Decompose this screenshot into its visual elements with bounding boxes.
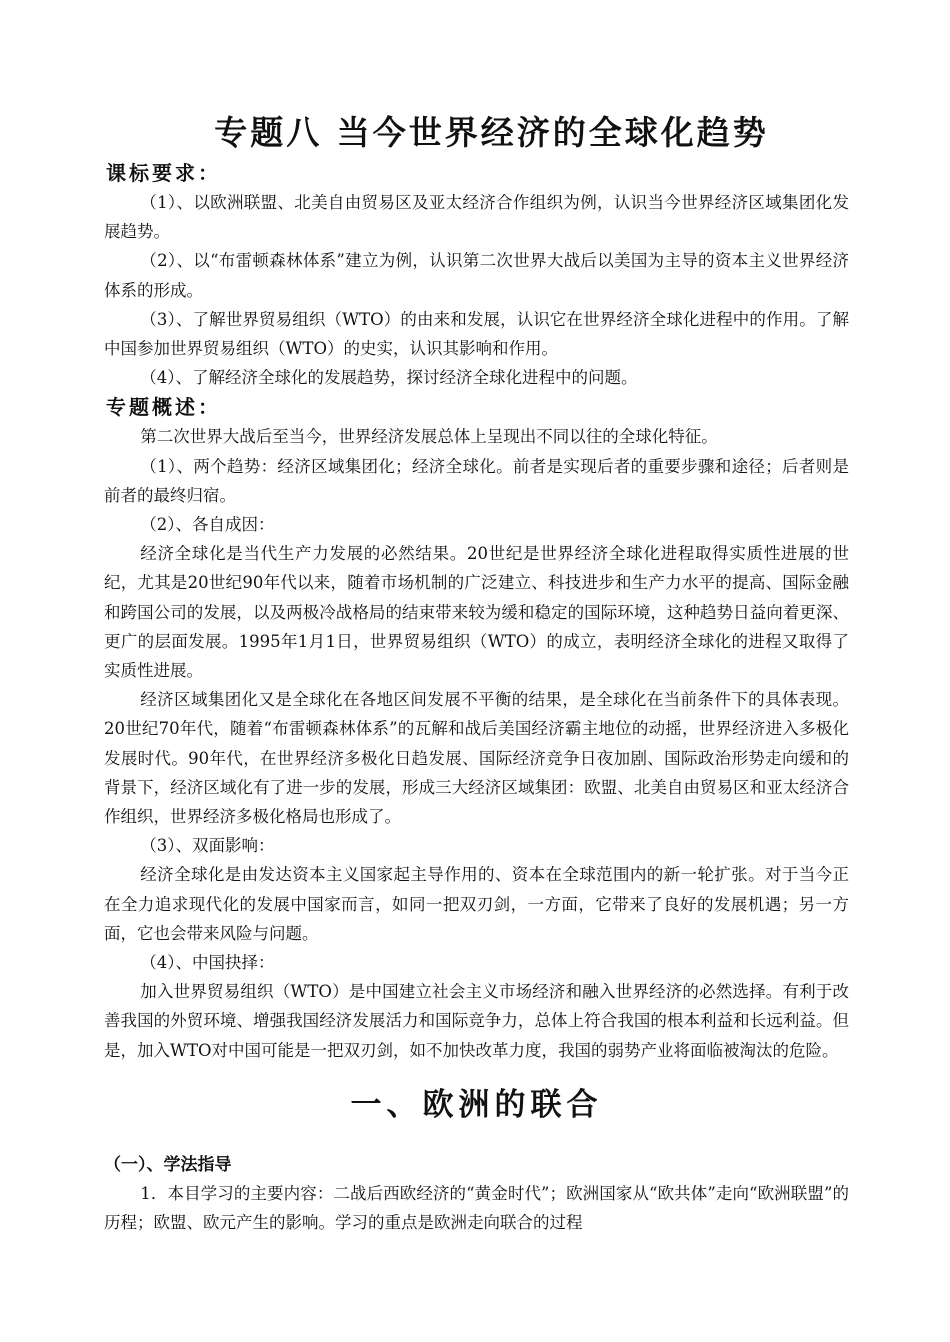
overview-paragraph-globalization: 经济全球化是当代生产力发展的必然结果。20世纪是世界经济全球化进程取得实质性进展的世纪，尤其是20世纪90年代以来，随着市场机制的广泛建立、科技进步和生产力水平的提高、国际金融和跨国公司的发展，以及两极冷战格局的结束带来较为缓和稳定的国际环境，这种趋势日益向着更深、更广的层面发展。1995年1月1日，世界贸易组织（WTO）的成立，表明经济全球化的进程又取得了实质性进展。 (104, 544, 849, 681)
curriculum-item-3: （3）、了解世界贸易组织（WTO）的由来和发展，认识它在世界经济全球化进程中的作用。了解中国参加世界贸易组织（WTO）的史实，认识其影响和作用。 (104, 309, 849, 359)
overview-paragraph-regionalization: 经济区域集团化又是全球化在各地区间发展不平衡的结果，是全球化在当前条件下的具体表现。20世纪70年代，随着“布雷顿森林体系”的瓦解和战后美国经济霸主地位的动摇，世界经济进入多极化发展时代。90年代，在世界经济多极化日趋发展、国际经济竞争日夜加剧、国际政治形势走向缓和的背景下，经济区域化有了进一步的发展，形成三大经济区域集团：欧盟、北美自由贸易区和亚太经济合作组织，世界经济多极化格局也形成了。 (104, 690, 849, 827)
overview-paragraph-trends: （1）、两个趋势：经济区域集团化；经济全球化。前者是实现后者的重要步骤和途径；后者则是前者的最终归宿。 (104, 456, 849, 505)
document-title: 专题八 当今世界经济的全球化趋势 (214, 113, 769, 152)
section-title: 一、欧洲的联合 (350, 1086, 603, 1123)
overview-paragraph-causes-label: （2）、各自成因： (140, 515, 275, 535)
overview-paragraph-choice-label: （4）、中国抉择： (140, 953, 275, 973)
overview-paragraph-intro: 第二次世界大战后至当今，世界经济发展总体上呈现出不同以往的全球化特征。 (140, 427, 718, 447)
overview-heading: 专题概述： (106, 395, 221, 420)
overview-paragraph-choice: 加入世界贸易组织（WTO）是中国建立社会主义市场经济和融入世界经济的必然选择。有利于改善我国的外贸环境、增强我国经济发展活力和国际竞争力，总体上符合我国的根本利益和长远利益。但是，加入WTO对中国可能是一把双刃剑，如不加快改革力度，我国的弱势产业将面临被淘汰的危险。 (104, 982, 849, 1060)
curriculum-heading: 课标要求： (106, 161, 221, 185)
curriculum-item-2: （2）、以“布雷顿森林体系”建立为例，认识第二次世界大战后以美国为主导的资本主义世界经济体系的形成。 (104, 251, 849, 300)
document-content (104, 108, 849, 1237)
section-paragraph: 1．本目学习的主要内容：二战后西欧经济的“黄金时代”；欧洲国家从“欧共体”走向“欧洲联盟”的历程；欧盟、欧元产生的影响。学习的重点是欧洲走向联合的过程 (104, 1183, 849, 1233)
curriculum-item-4: （4）、了解经济全球化的发展趋势，探讨经济全球化进程中的问题。 (140, 368, 638, 388)
overview-paragraph-impact-label: （3）、双面影响： (140, 836, 275, 856)
curriculum-item-1: （1）、以欧洲联盟、北美自由贸易区及亚太经济合作组织为例，认识当今世界经济区域集团化发展趋势。 (104, 193, 849, 242)
section-subheading: （一）、学法指导 (104, 1154, 232, 1175)
overview-paragraph-impact: 经济全球化是由发达资本主义国家起主导作用的、资本在全球范围内的新一轮扩张。对于当今正在全力追求现代化的发展中国家而言，如同一把双刃剑，一方面，它带来了良好的发展机遇；另一方面，它也会带来风险与问题。 (104, 865, 849, 943)
